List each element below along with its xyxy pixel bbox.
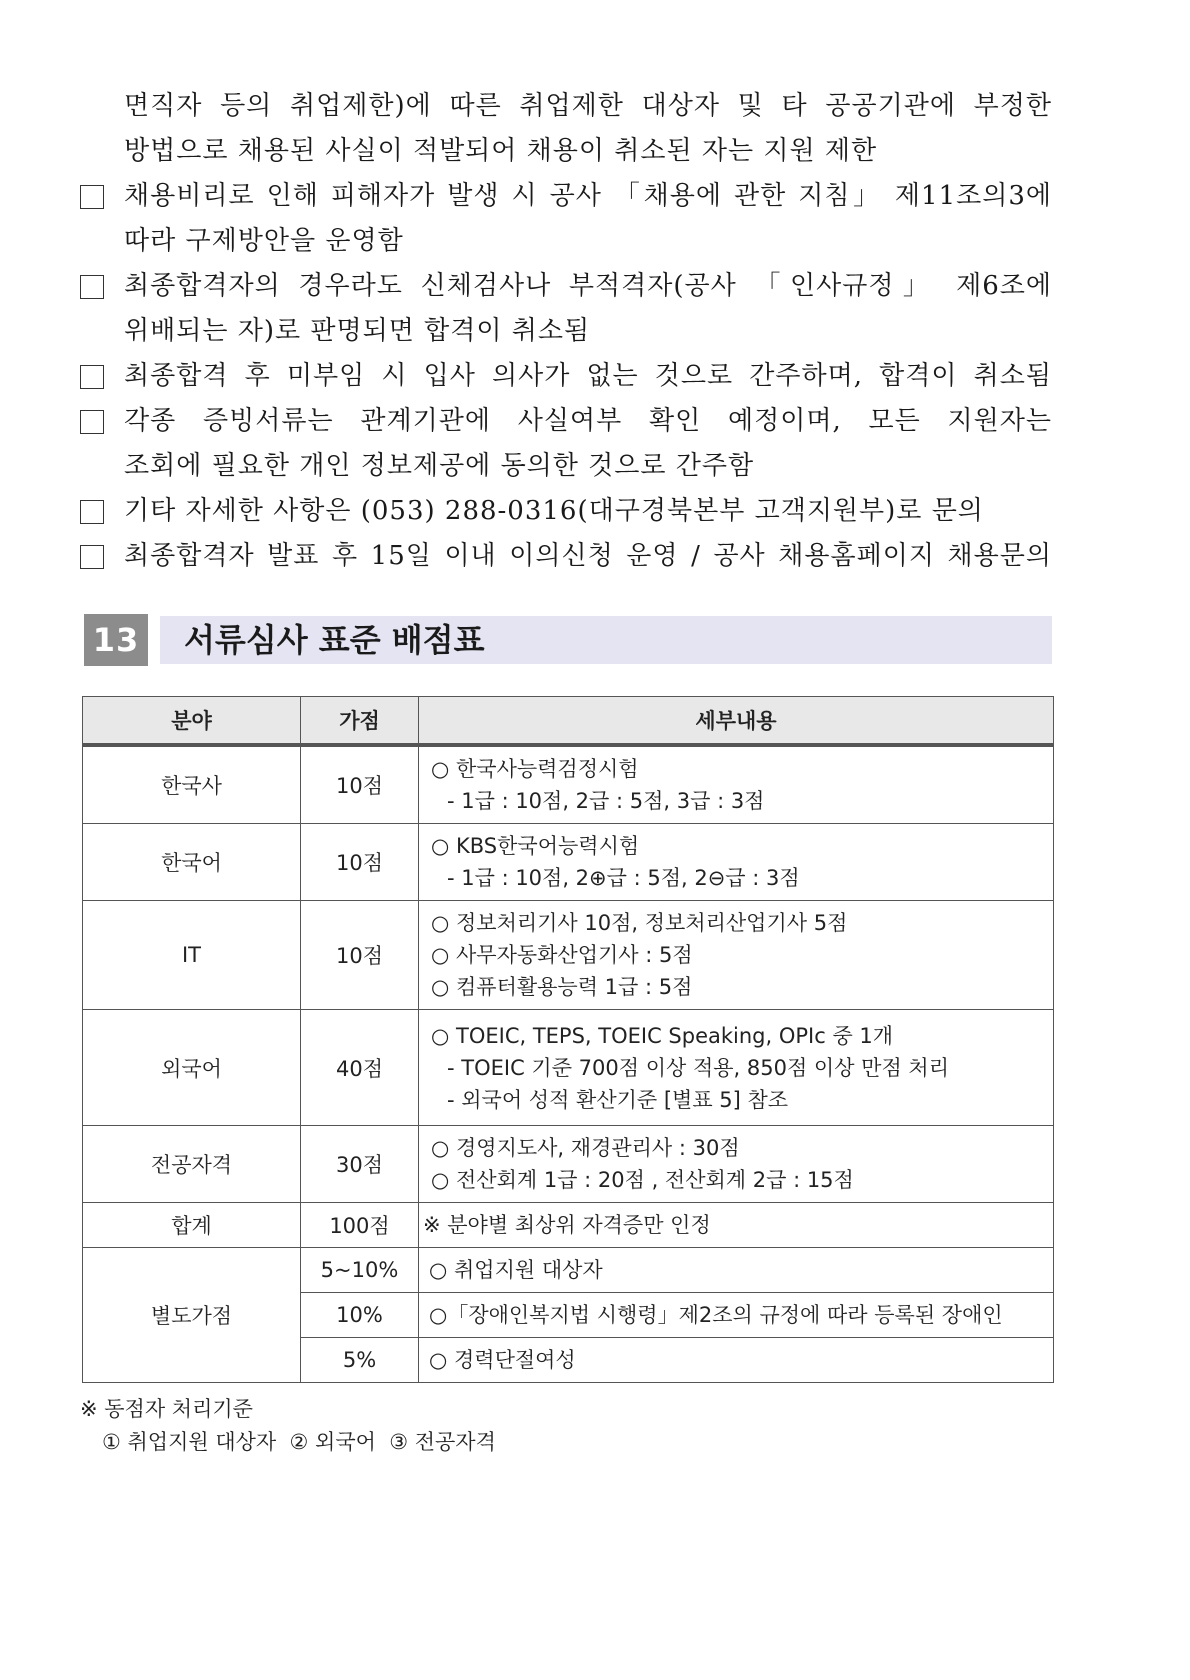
points-cell: 5% — [301, 1338, 419, 1383]
field-cell: 별도가점 — [83, 1248, 301, 1383]
tiebreak-note — [80, 1393, 496, 1459]
points-cell: 10% — [301, 1293, 419, 1338]
notice-text: 조회에 필요한 개인 정보제공에 동의한 것으로 간주함 — [124, 451, 755, 481]
detail-line: - 1급 : 10점, 2급 : 5점, 3급 : 3점 — [447, 789, 765, 813]
notice-line — [80, 354, 1052, 399]
details-cell — [419, 1338, 1054, 1383]
details-cell — [419, 1293, 1054, 1338]
table-row — [83, 1126, 1054, 1203]
points-cell: 10점 — [301, 901, 419, 1010]
detail-line: ○ 사무자동화산업기사 : 5점 — [431, 943, 693, 967]
points-cell: 100점 — [301, 1203, 419, 1248]
notice-line — [80, 444, 1052, 489]
table-row — [83, 824, 1054, 901]
checkbox-bullet-icon — [80, 275, 104, 299]
notice-line — [80, 174, 1052, 219]
notice-text: 최종합격 후 미부임 시 입사 의사가 없는 것으로 간주하며, 합격이 취소됨 — [124, 361, 1052, 391]
detail-line: ○ 경력단절여성 — [429, 1348, 576, 1372]
notice-text: 각종 증빙서류는 관계기관에 사실여부 확인 예정이며, 모든 지원자는 — [124, 406, 1052, 436]
header-details: 세부내용 — [419, 697, 1054, 746]
details-cell — [419, 1248, 1054, 1293]
notice-text: 최종합격자 발표 후 15일 이내 이의신청 운영 / 공사 채용홈페이지 채용문의 — [124, 541, 1052, 571]
header-field: 분야 — [83, 697, 301, 746]
table-row — [83, 1248, 1054, 1293]
field-cell: 전공자격 — [83, 1126, 301, 1203]
details-cell — [419, 1203, 1054, 1248]
detail-line: ○「장애인복지법 시행령」제2조의 규정에 따라 등록된 장애인 — [429, 1303, 1003, 1327]
detail-line: ※ 분야별 최상위 자격증만 인정 — [423, 1213, 711, 1237]
notice-text: 면직자 등의 취업제한)에 따른 취업제한 대상자 및 타 공공기관에 부정한 — [124, 91, 1052, 121]
details-cell — [419, 745, 1054, 824]
table-row — [83, 901, 1054, 1010]
points-cell: 10점 — [301, 745, 419, 824]
checkbox-bullet-icon — [80, 545, 104, 569]
notice-line — [80, 309, 1052, 354]
notice-line — [80, 489, 1052, 534]
notice-text: 기타 자세한 사항은 (053) 288-0316(대구경북본부 고객지원부)로 문의 — [124, 496, 984, 526]
detail-line: ○ TOEIC, TEPS, TOEIC Speaking, OPIc 중 1개 — [431, 1023, 894, 1048]
detail-line: - 외국어 성적 환산기준 [별표 5] 참조 — [447, 1087, 789, 1112]
tiebreak-items: ① 취업지원 대상자 ② 외국어 ③ 전공자격 — [102, 1430, 496, 1454]
section-number: 13 — [84, 614, 148, 666]
field-cell: 한국사 — [83, 745, 301, 824]
notice-line — [80, 399, 1052, 444]
notice-text: 따라 구제방안을 운영함 — [124, 226, 404, 256]
notice-line — [80, 219, 1052, 264]
detail-line: ○ 취업지원 대상자 — [429, 1258, 603, 1282]
notice-text: 방법으로 채용된 사실이 적발되어 채용이 취소된 자는 지원 제한 — [124, 136, 878, 166]
scoring-table — [82, 696, 1054, 1383]
points-cell: 30점 — [301, 1126, 419, 1203]
notice-text: 채용비리로 인해 피해자가 발생 시 공사 「채용에 관한 지침」 제11조의3에 — [124, 181, 1052, 211]
detail-line: - 1급 : 10점, 2⊕급 : 5점, 2⊖급 : 3점 — [447, 866, 800, 890]
notice-line — [80, 264, 1052, 309]
notice-list — [80, 84, 1052, 579]
details-cell — [419, 824, 1054, 901]
notice-line — [80, 84, 1052, 129]
detail-line: ○ 컴퓨터활용능력 1급 : 5점 — [431, 975, 693, 999]
notice-text: 최종합격자의 경우라도 신체검사나 부적격자(공사 「인사규정」 제6조에 — [124, 271, 1052, 301]
points-cell: 5~10% — [301, 1248, 419, 1293]
checkbox-bullet-icon — [80, 365, 104, 389]
detail-line: ○ 정보처리기사 10점, 정보처리산업기사 5점 — [431, 911, 848, 935]
points-cell: 40점 — [301, 1010, 419, 1126]
tiebreak-title: ※ 동점자 처리기준 — [80, 1397, 253, 1421]
detail-line: - TOEIC 기준 700점 이상 적용, 850점 이상 만점 처리 — [447, 1055, 949, 1080]
checkbox-bullet-icon — [80, 410, 104, 434]
details-cell — [419, 1010, 1054, 1126]
header-points: 가점 — [301, 697, 419, 746]
section-header — [84, 614, 1052, 666]
table-row — [83, 1010, 1054, 1126]
notice-text: 위배되는 자)로 판명되면 합격이 취소됨 — [124, 316, 591, 346]
notice-line — [80, 129, 1052, 174]
detail-line: ○ 경영지도사, 재경관리사 : 30점 — [431, 1136, 740, 1160]
detail-line: ○ 전산회계 1급 : 20점 , 전산회계 2급 : 15점 — [431, 1168, 854, 1192]
field-cell: 외국어 — [83, 1010, 301, 1126]
field-cell: IT — [83, 901, 301, 1010]
table-header-row — [83, 697, 1054, 746]
detail-line: ○ KBS한국어능력시험 — [431, 834, 640, 858]
field-cell: 합계 — [83, 1203, 301, 1248]
table-row — [83, 745, 1054, 824]
notice-line — [80, 534, 1052, 579]
field-cell: 한국어 — [83, 824, 301, 901]
table-row — [83, 1203, 1054, 1248]
points-cell: 10점 — [301, 824, 419, 901]
checkbox-bullet-icon — [80, 185, 104, 209]
details-cell — [419, 1126, 1054, 1203]
checkbox-bullet-icon — [80, 500, 104, 524]
section-title: 서류심사 표준 배점표 — [160, 616, 1052, 664]
detail-line: ○ 한국사능력검정시험 — [431, 757, 639, 781]
details-cell — [419, 901, 1054, 1010]
